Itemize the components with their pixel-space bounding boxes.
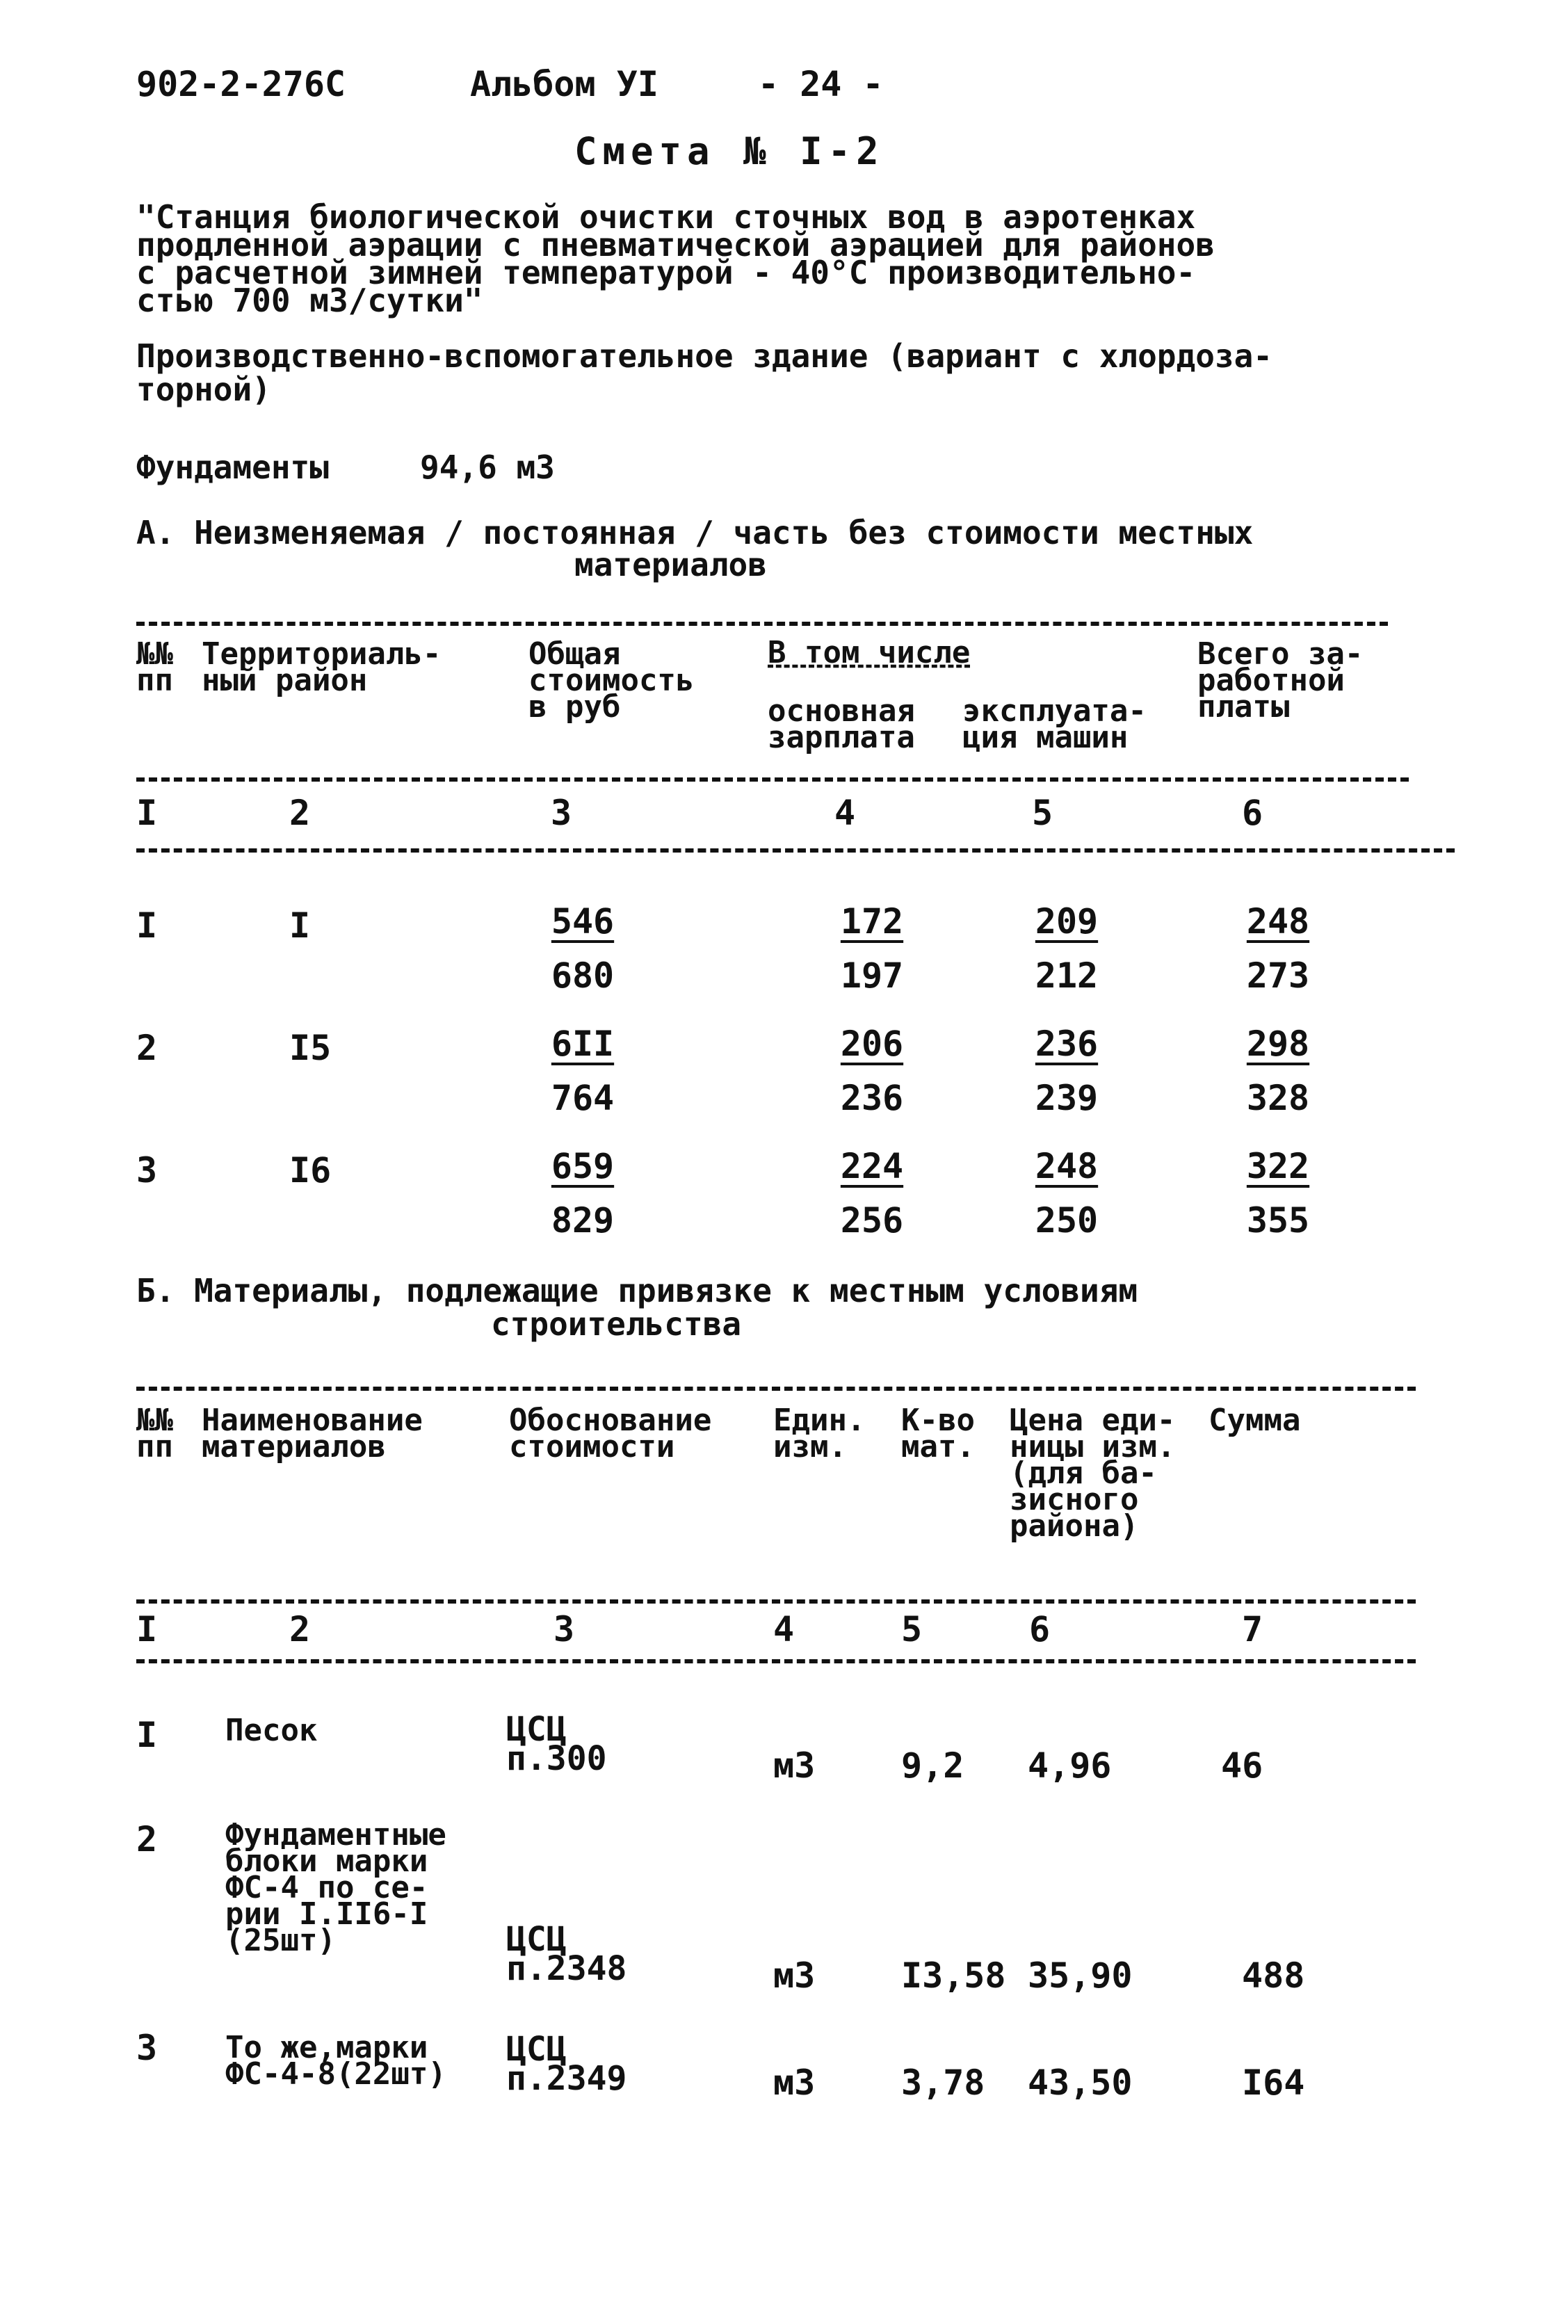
section-b-title: Б. Материалы, подлежащие привязке к местным условиям	[136, 1272, 1138, 1309]
table-a-row3-total-after: 829	[551, 1200, 615, 1241]
table-a-row3-wages-before: 322	[1246, 1146, 1310, 1186]
doc-code: 902-2-276С	[136, 64, 346, 104]
page-title: Смета № I-2	[574, 129, 884, 173]
table-a-colnum-2: 2	[289, 793, 311, 833]
description-line-5: Производственно-вспомогательное здание (вариант с хлордоза-	[136, 337, 1272, 375]
table-b-row1-price: 4,96	[1028, 1745, 1112, 1786]
table-b-colnum-6: 6	[1029, 1609, 1051, 1649]
table-a-row1-machines-before: 209	[1035, 901, 1099, 942]
table-a-row3-machines-after: 250	[1035, 1200, 1099, 1241]
table-a-row1-wages-after: 273	[1246, 955, 1310, 996]
table-b-colnum-4: 4	[773, 1609, 795, 1649]
table-a-row1-total-after: 680	[551, 955, 615, 996]
table-b-rule-colnums	[136, 1659, 1416, 1663]
page-number: - 24 -	[758, 64, 884, 104]
table-b-rule-top	[136, 1387, 1416, 1391]
table-a-row3-wages	[1229, 1146, 1327, 1241]
table-b-colnum-1: I	[136, 1609, 158, 1649]
table-b-row3-num: 3	[136, 2028, 158, 2068]
table-a-row1-total-before: 546	[551, 901, 615, 942]
table-a-row1-machines	[1018, 901, 1115, 996]
table-b-row3-price: 43,50	[1028, 2063, 1133, 2103]
table-a-row3-salary-after: 256	[840, 1200, 904, 1241]
table-b-row1-name: Песок	[225, 1713, 318, 1748]
table-a-row2-wages-before: 298	[1246, 1024, 1310, 1064]
table-a-row3-total	[534, 1146, 631, 1241]
table-b-colnum-2: 2	[289, 1609, 311, 1649]
table-b-row1-num: I	[136, 1715, 158, 1755]
description-line-6: торной)	[136, 371, 271, 408]
table-b-row3-qty: 3,78	[901, 2063, 985, 2103]
table-a-header-num: №№ пп	[136, 636, 173, 698]
table-b-header-basis: Обоснование стоимости	[509, 1403, 712, 1464]
table-a-rule-colnums	[136, 848, 1455, 853]
table-a-row2-total-before: 6II	[551, 1024, 615, 1064]
table-b-row3-basis: ЦСЦ п.2349	[506, 2030, 627, 2098]
table-b-header-sum: Сумма	[1209, 1403, 1301, 1438]
description-line-3: с расчетной зимней температурой - 40°С производительно-	[136, 254, 1196, 291]
table-b-row3-name: То же,марки ФС-4-8(22шт)	[225, 2030, 446, 2092]
table-a-header-total: Общая стоимость в руб	[528, 636, 695, 725]
table-a-row1-num: I	[136, 905, 158, 946]
table-a-row2-total-after: 764	[551, 1078, 615, 1118]
table-a-row3-total-before: 659	[551, 1146, 615, 1186]
description-line-4: стью 700 м3/сутки"	[136, 282, 483, 319]
table-a-row3-salary-before: 224	[840, 1146, 904, 1186]
table-b-colnum-7: 7	[1242, 1609, 1263, 1649]
table-b-row3-sum: I64	[1242, 2063, 1305, 2103]
table-b-colnum-5: 5	[901, 1609, 923, 1649]
table-a-row1-total	[534, 901, 631, 996]
section-a-title: А. Неизменяемая / постоянная / часть без стоимости местных	[136, 514, 1254, 551]
table-a-row2-machines-after: 239	[1035, 1078, 1099, 1118]
table-a-colnum-3: 3	[551, 793, 572, 833]
table-b-header-unit: Един. изм.	[773, 1403, 866, 1464]
table-a-rule-top	[136, 622, 1388, 626]
description-line-2: продленной аэрации с пневматической аэрацией для районов	[136, 226, 1215, 264]
table-b-row2-basis: ЦСЦ п.2348	[506, 1920, 627, 1988]
foundation-label: Фундаменты	[136, 449, 329, 486]
table-a-colnum-6: 6	[1242, 793, 1263, 833]
table-b-row2-unit: м3	[773, 1955, 816, 1996]
table-a-row1-district: I	[289, 905, 311, 946]
table-a-row3-salary	[823, 1146, 921, 1241]
table-a-row2-num: 2	[136, 1028, 158, 1068]
table-a-row3-wages-after: 355	[1246, 1200, 1310, 1241]
table-b-header-name: Наименование материалов	[202, 1403, 423, 1464]
table-b-row2-name: Фундаментные блоки марки ФС-4 по се- рии I.II6-I (25шт)	[225, 1817, 446, 1958]
table-a-header-wages: Всего за- работной платы	[1197, 636, 1364, 725]
table-a-header-salary: основная зарплата	[768, 693, 915, 755]
table-a-row2-machines-before: 236	[1035, 1024, 1099, 1064]
section-b-title-cont: строительства	[491, 1305, 742, 1343]
table-a-row2-salary	[823, 1024, 921, 1118]
foundation-value: 94,6 м3	[420, 449, 555, 486]
section-a-title-cont: материалов	[574, 546, 767, 583]
table-a-colnum-1: I	[136, 793, 158, 833]
table-b-row1-unit: м3	[773, 1745, 816, 1786]
table-a-row1-wages	[1229, 901, 1327, 996]
table-b-row2-qty: I3,58	[901, 1955, 1006, 1996]
table-a-colnum-4: 4	[834, 793, 856, 833]
description-line-1: "Станция биологической очистки сточных вод в аэротенках	[136, 198, 1196, 236]
table-a-row1-salary	[823, 901, 921, 996]
table-b-row1-sum: 46	[1221, 1745, 1263, 1786]
table-a-row2-total	[534, 1024, 631, 1118]
table-b-row3-unit: м3	[773, 2063, 816, 2103]
table-a-row3-district: I6	[289, 1150, 332, 1191]
table-a-row3-num: 3	[136, 1150, 158, 1191]
table-a-header-machines: эксплуата- ция машин	[962, 693, 1147, 755]
album-label: Альбом УI	[470, 64, 658, 104]
table-a-row1-machines-after: 212	[1035, 955, 1099, 996]
table-a-header-district: Территориаль- ный район	[202, 636, 442, 698]
table-b-row2-num: 2	[136, 1819, 158, 1859]
table-a-row1-salary-after: 197	[840, 955, 904, 996]
table-b-header-num: №№ пп	[136, 1403, 173, 1464]
table-b-header-qty: К-во мат.	[901, 1403, 975, 1464]
table-b-colnum-3: 3	[553, 1609, 575, 1649]
table-a-row2-salary-before: 206	[840, 1024, 904, 1064]
table-b-row2-price: 35,90	[1028, 1955, 1133, 1996]
table-a-row2-salary-after: 236	[840, 1078, 904, 1118]
table-a-colnum-5: 5	[1032, 793, 1053, 833]
table-a-row2-district: I5	[289, 1028, 332, 1068]
table-b-header-price: Цена еди- ницы изм. (для ба- зисного района)	[1010, 1403, 1176, 1544]
table-b-row1-basis: ЦСЦ п.300	[506, 1710, 607, 1778]
table-b-row1-qty: 9,2	[901, 1745, 964, 1786]
table-a-row2-machines	[1018, 1024, 1115, 1118]
table-b-rule-header	[136, 1599, 1416, 1604]
table-a-row2-wages-after: 328	[1246, 1078, 1310, 1118]
table-a-row3-machines-before: 248	[1035, 1146, 1099, 1186]
table-a-row3-machines	[1018, 1146, 1115, 1241]
table-a-row1-salary-before: 172	[840, 901, 904, 942]
table-a-row2-wages	[1229, 1024, 1327, 1118]
table-a-row1-wages-before: 248	[1246, 901, 1310, 942]
table-a-rule-header	[136, 777, 1409, 782]
table-a-header-group: В том числе	[768, 635, 971, 670]
table-b-row2-sum: 488	[1242, 1955, 1305, 1996]
